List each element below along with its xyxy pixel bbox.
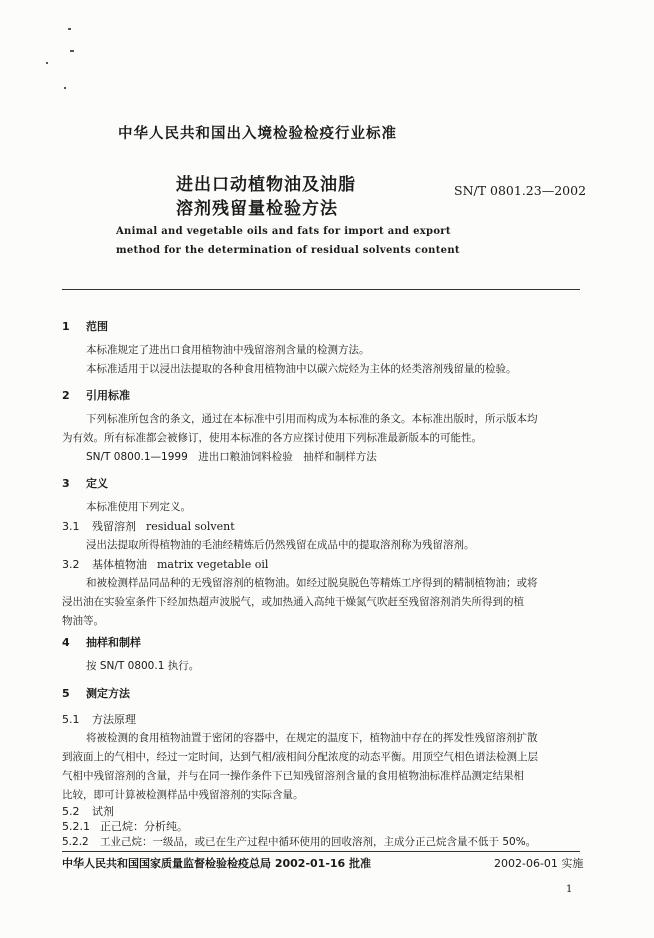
paragraph: 本标准使用下列定义。 <box>86 501 191 513</box>
title-zh-line2: 溶剂残留量检验方法 <box>176 199 338 219</box>
scan-speck <box>68 28 71 30</box>
definition-3-1 <box>62 518 235 534</box>
term-en: residual solvent <box>146 520 235 533</box>
clause-number: 5.2.2 <box>62 836 89 848</box>
clause-5-2-1 <box>62 818 188 834</box>
clause-title: 方法原理 <box>92 713 136 726</box>
clause-number: 5.1 <box>62 713 80 726</box>
clause-title: 试剂 <box>92 805 114 818</box>
section-title: 抽样和制样 <box>86 636 141 649</box>
issuing-authority: 中华人民共和国国家质量监督检验检疫总局 2002-01-16 批准 <box>62 857 372 870</box>
title-en-line1: Animal and vegetable oils and fats for import and export <box>116 226 451 237</box>
title-en-line2: method for the determination of residual solvents content <box>116 245 460 256</box>
definition-3-2 <box>62 556 268 572</box>
section-number: 5 <box>62 687 70 700</box>
page-number: 1 <box>566 884 573 895</box>
reference-item: SN/T 0800.1—1999 进出口粮油饲料检验 抽样和制样方法 <box>86 451 377 463</box>
section-number: 1 <box>62 320 70 333</box>
section-number: 4 <box>62 636 70 649</box>
section-5-heading <box>62 685 130 701</box>
implementation-date: 2002-06-01 实施 <box>494 857 584 870</box>
term-zh: 残留溶剂 <box>92 520 136 533</box>
paragraph: 本标准规定了进出口食用植物油中残留溶剂含量的检测方法。 <box>86 344 370 356</box>
section-1-heading <box>62 318 108 334</box>
definition-text: 物油等。 <box>62 615 104 627</box>
clause-5-2 <box>62 803 114 819</box>
definition-text: 和被检测样品同品种的无残留溶剂的植物油。如经过脱臭脱色等精炼工序得到的精制植物油；或将 <box>86 577 538 589</box>
term-en: matrix vegetable oil <box>157 558 269 571</box>
paragraph: 为有效。所有标准都会被修订，使用本标准的各方应探讨使用下列标准最新版本的可能性。 <box>62 432 482 444</box>
clause-number: 5.2.1 <box>62 820 90 833</box>
section-3-heading <box>62 475 108 491</box>
definition-text: 浸出法提取所得植物油的毛油经精炼后仍然残留在成品中的提取溶剂称为残留溶剂。 <box>86 539 475 551</box>
clause-text: 工业己烷：一级品，或已在生产过程中循环使用的回收溶剂，主成分正己烷含量不低于 50%。 <box>100 836 537 848</box>
section-number: 3 <box>62 477 70 490</box>
header-rule <box>62 289 580 290</box>
clause-5-2-2 <box>62 834 536 849</box>
standard-type-heading: 中华人民共和国出入境检验检疫行业标准 <box>118 126 397 142</box>
definition-text: 浸出油在实验室条件下经加热超声波脱气，或加热通入高纯干燥氮气吹赶至残留溶剂消失所得到的植 <box>62 596 524 608</box>
clause-number: 5.2 <box>62 805 80 818</box>
clause-number: 3.1 <box>62 520 80 533</box>
paragraph: 将被检测的食用植物油置于密闭的容器中，在规定的温度下，植物油中存在的挥发性残留溶剂扩散 <box>86 732 538 744</box>
scan-speck <box>64 87 66 89</box>
section-2-heading <box>62 387 130 403</box>
section-4-heading <box>62 634 141 650</box>
section-title: 测定方法 <box>86 687 130 700</box>
footer-rule <box>62 851 580 852</box>
standard-code: SN/T 0801.23—2002 <box>454 183 587 198</box>
scan-speck <box>46 62 48 64</box>
scan-speck <box>70 50 74 52</box>
paragraph: 下列标准所包含的条文，通过在本标准中引用而构成为本标准的条文。本标准出版时，所示版本均 <box>86 413 538 425</box>
paragraph: 本标准适用于以浸出法提取的各种食用植物油中以碳六烷烃为主体的烃类溶剂残留量的检验。 <box>86 363 517 375</box>
clause-number: 3.2 <box>62 558 80 571</box>
clause-5-1 <box>62 711 136 727</box>
paragraph: 到液面上的气相中，经过一定时间，达到气相/液相间分配浓度的动态平衡。用顶空气相色谱法检测上层 <box>62 751 539 763</box>
section-number: 2 <box>62 389 70 402</box>
section-title: 引用标准 <box>86 389 130 402</box>
title-zh-line1: 进出口动植物油及油脂 <box>176 175 356 195</box>
section-title: 定义 <box>86 477 108 490</box>
paragraph: 比较，即可计算被检测样品中残留溶剂的实际含量。 <box>62 789 304 801</box>
section-title: 范围 <box>86 320 108 333</box>
clause-text: 正己烷：分析纯。 <box>100 820 188 833</box>
paragraph: 气相中残留溶剂的含量，并与在同一操作条件下已知残留溶剂含量的食用植物油标准样品测定结果相 <box>62 770 524 782</box>
paragraph: 按 SN/T 0800.1 执行。 <box>86 660 200 672</box>
term-zh: 基体植物油 <box>92 558 147 571</box>
